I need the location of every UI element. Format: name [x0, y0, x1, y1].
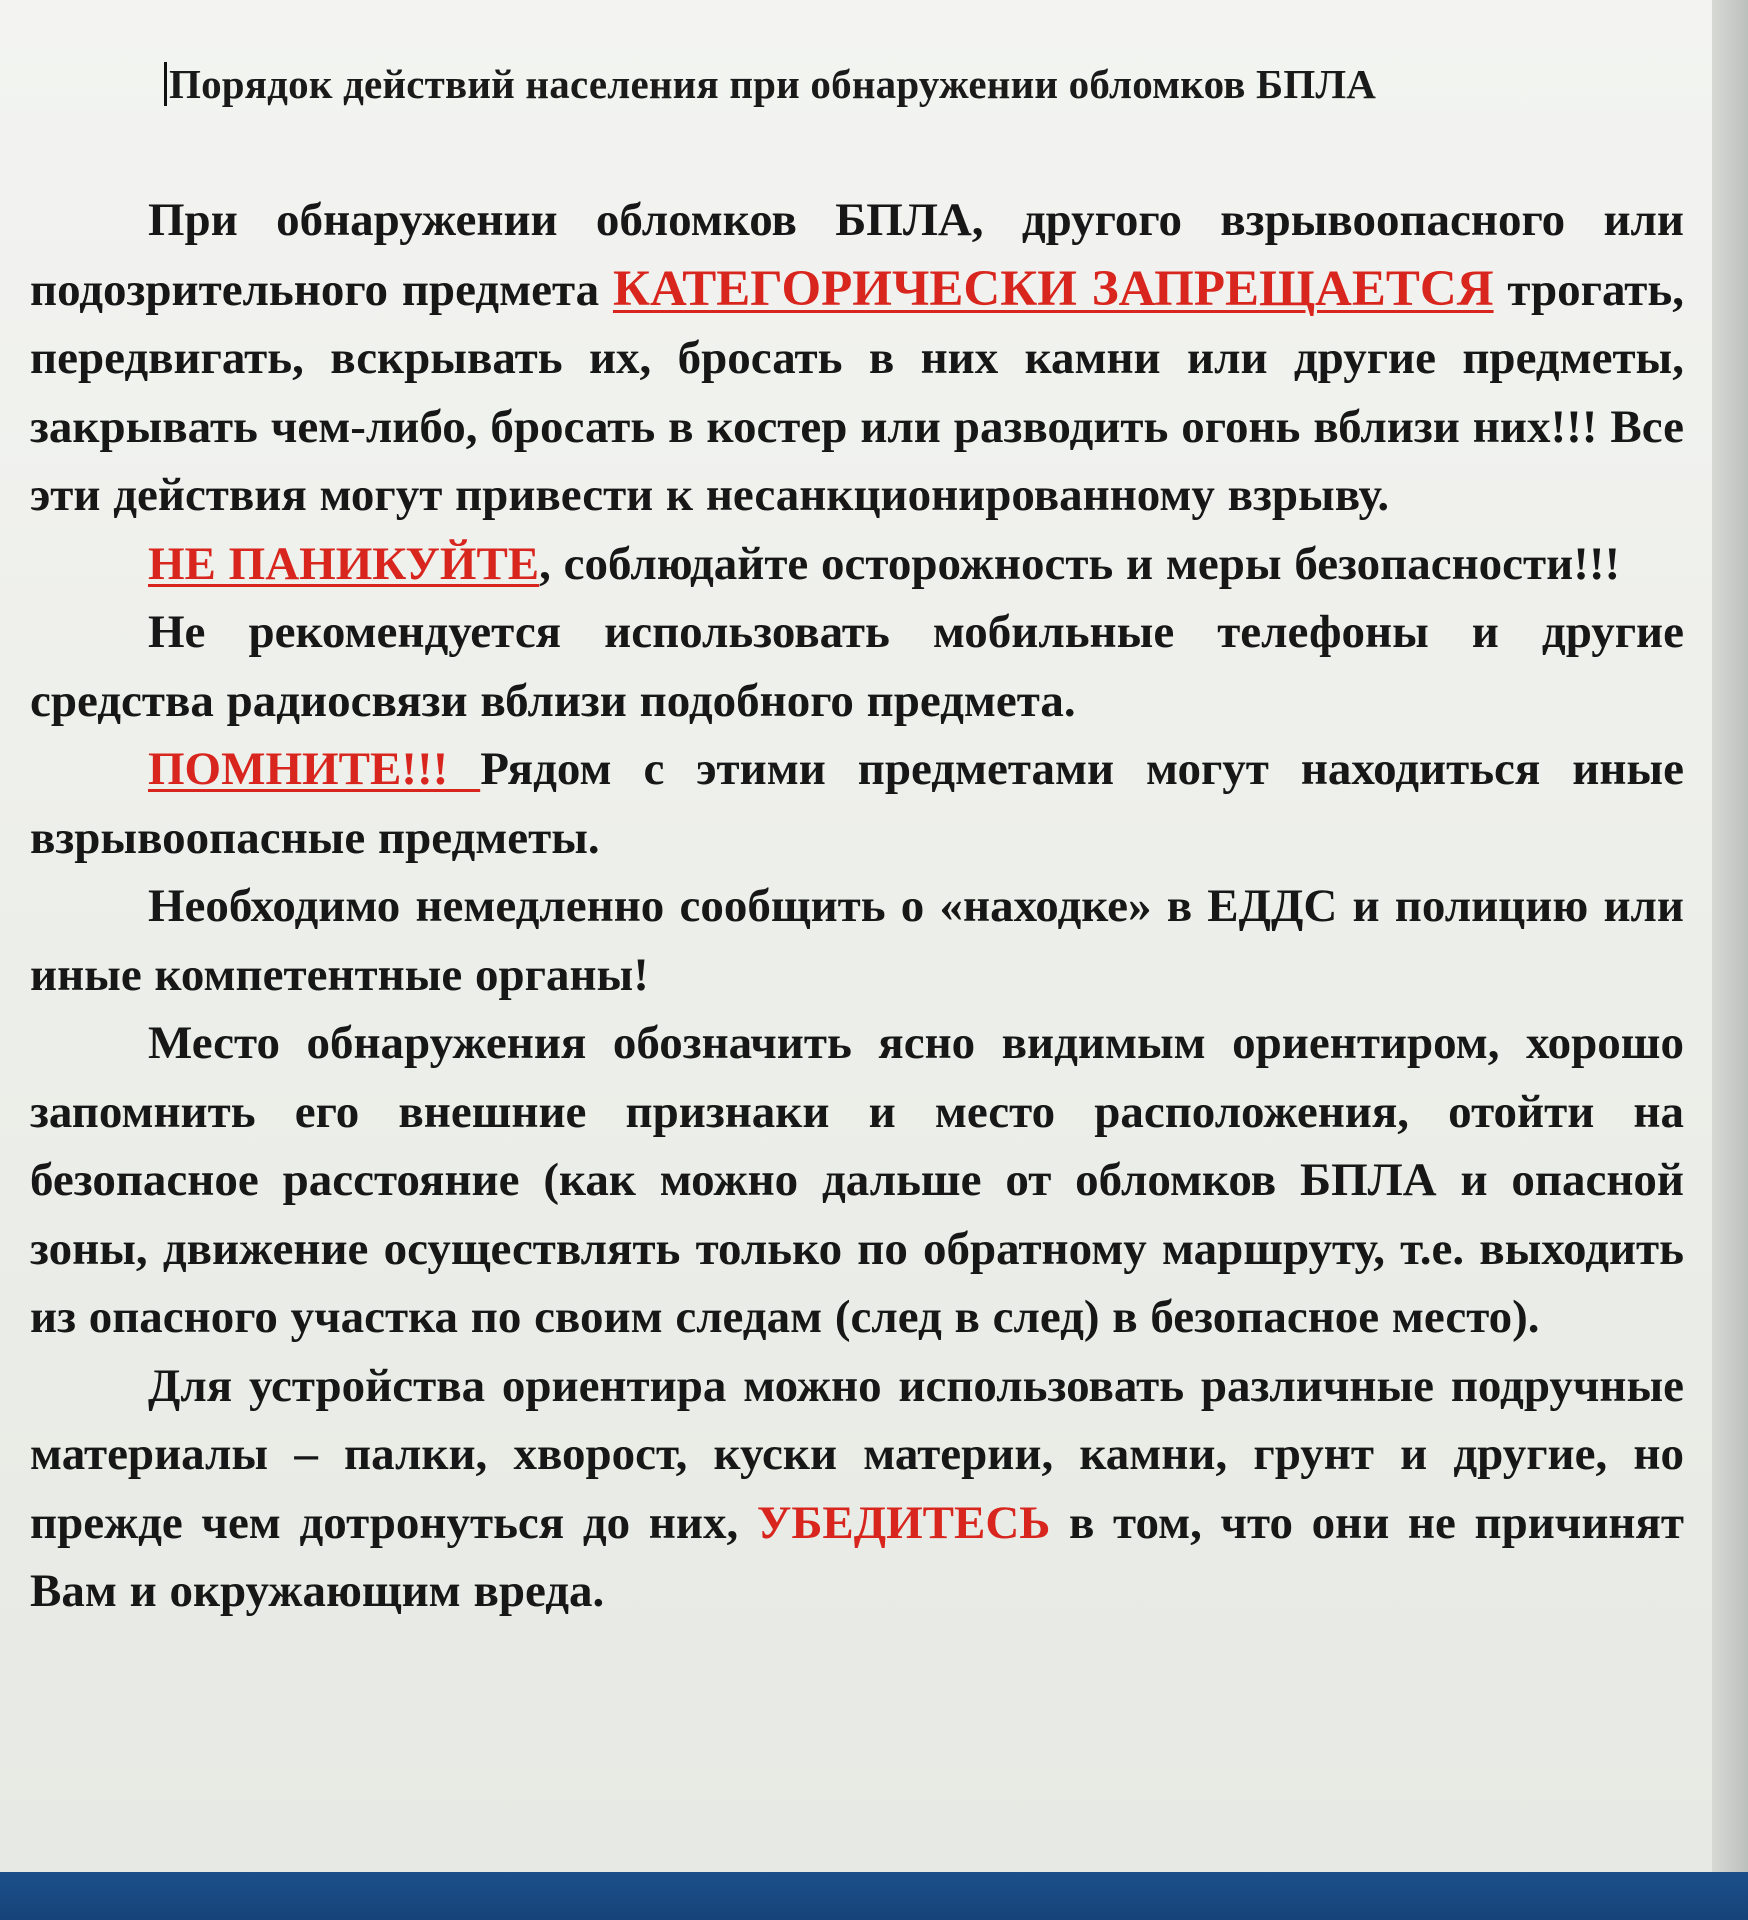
paragraph-report: Необходимо немедленно сообщить о «находке» в ЕДДС и полицию или иные компетентные органы! — [30, 880, 1684, 1001]
document-body — [30, 186, 1684, 1626]
document-title: Порядок действий населения при обнаружении обломков БПЛА — [30, 60, 1684, 108]
paragraph-no-phones: Не рекомендуется использовать мобильные телефоны и другие средства радиосвязи вблизи подобного предмета. — [30, 606, 1684, 727]
paragraph-prohibition: При обнаружении обломков БПЛА, другого взрывоопасного или подозрительного предмета КАТЕГОРИЧЕСКИ ЗАПРЕЩАЕТСЯ трогать, передвигать, вскрывать их, бросать в них камни или другие предметы, закрывать чем-либо, бросать в костер или разводить огонь вблизи них!!! Все эти действия могут привести к несанкционированному взрыву. — [30, 194, 1684, 521]
warning-remember: ПОМНИТЕ!!! — [148, 743, 481, 795]
warning-dont-panic: НЕ ПАНИКУЙТЕ — [148, 537, 540, 590]
text-cursor — [164, 62, 167, 106]
warning-categorically-prohibited: КАТЕГОРИЧЕСКИ ЗАПРЕЩАЕТСЯ — [612, 260, 1494, 317]
paragraph-landmark: Для устройства ориентира можно использовать различные подручные материалы – палки, хворост, куски материи, камни, грунт и другие, но прежде чем дотронуться до них, УБЕДИТЕСЬ в том, что они не причинят Вам и окружающим вреда. — [30, 1359, 1684, 1617]
paragraph-no-panic: НЕ ПАНИКУЙТЕ, соблюдайте осторожность и меры безопасности!!! — [148, 537, 1621, 590]
paragraph-remember: ПОМНИТЕ!!! Рядом с этими предметами могут находиться иные взрывоопасные предметы. — [30, 743, 1684, 864]
window-bottom-bar — [0, 1872, 1748, 1920]
page-shadow-edge — [1712, 0, 1748, 1872]
paragraph-mark-location: Место обнаружения обозначить ясно видимым ориентиром, хорошо запомнить его внешние признаки и место расположения, отойти на безопасное расстояние (как можно дальше от обломков БПЛА и опасной зоны, движение осуществлять только по обратному маршруту, т.е. выходить из опасного участка по своим следам (след в след) в безопасное место). — [30, 1017, 1684, 1343]
warning-make-sure: УБЕДИТЕСЬ — [756, 1496, 1051, 1549]
